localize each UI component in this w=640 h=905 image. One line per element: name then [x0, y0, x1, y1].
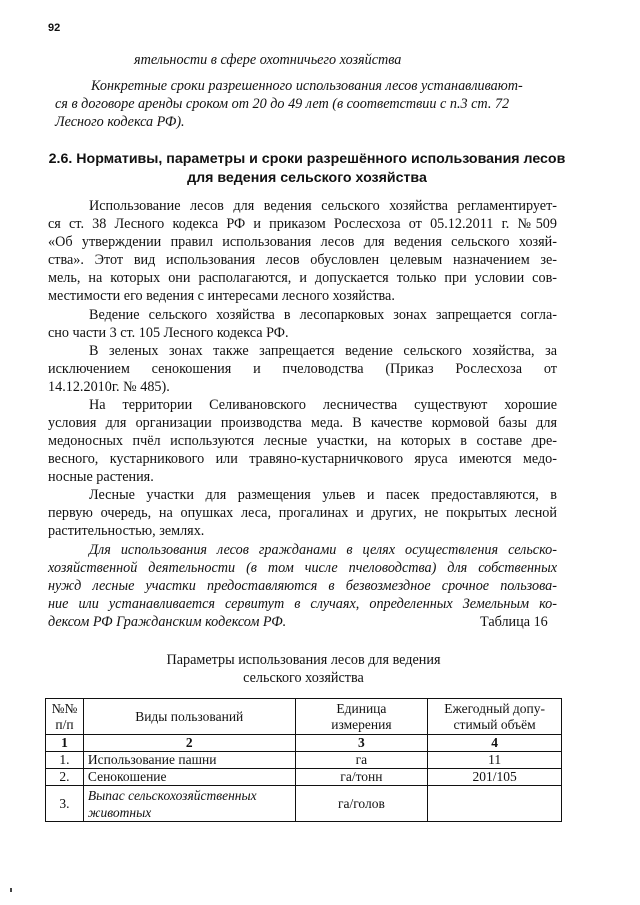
paragraph-line: растительностью, землях.: [48, 523, 205, 539]
paragraph-line: ства». Этот вид использования лесов обусловлен целевым назначением зе-: [48, 252, 557, 268]
paragraph-line: В зеленых зонах также запрещается ведение сельского хозяйства, за: [89, 343, 557, 359]
paragraph-line: первую очередь, на опушках леса, прогалинах и других, не покрытых лесной: [48, 505, 557, 521]
table-row: [46, 786, 562, 822]
intro-line: ся в договоре аренды сроком от 20 до 49 лет (в соответствии с п.3 ст. 72: [55, 96, 510, 112]
row-unit: га/тонн: [295, 769, 428, 786]
paragraph-line: носные растения.: [48, 469, 154, 485]
column-number-row: [46, 735, 562, 752]
table-header-row: [46, 699, 562, 735]
intro-line: Конкретные сроки разрешенного использования лесов устанавливают-: [91, 78, 523, 94]
paragraph-line: Ведение сельского хозяйства в лесопарковых зонах запрещается согла-: [89, 307, 557, 323]
paragraph-line: ние или устанавливается сервитут в случаях, определенных Земельным ко-: [48, 596, 557, 612]
table-caption: Параметры использования лесов для ведения: [166, 652, 441, 668]
paragraph-line: нужд лесные участки предоставляются в безвозмездное срочное пользова-: [48, 578, 557, 594]
header-volume-line: Ежегодный допу-: [444, 700, 546, 716]
table-row: [46, 769, 562, 786]
paragraph-line: Использование лесов для ведения сельского хозяйства регламентирует-: [89, 198, 557, 214]
column-number: 3: [295, 735, 428, 752]
paragraph-line: ся ст. 38 Лесного кодекса РФ и приказом Рослесхоза от 05.12.2011 г. №509: [48, 216, 557, 232]
intro-line: Лесного кодекса РФ).: [55, 114, 185, 130]
row-unit: га/голов: [295, 786, 428, 822]
page-number: 92: [48, 22, 61, 34]
header-volume: [428, 699, 562, 735]
row-volume: 201/105: [428, 769, 562, 786]
header-number: [46, 699, 84, 735]
row-type-line: Выпас сельскохозяйственных: [87, 787, 257, 803]
paragraph-line: Лесные участки для размещения ульев и пасек предоставляются, в: [89, 487, 557, 503]
row-number: 2.: [46, 769, 84, 786]
paragraph-line: мель, на которых они располагаются, и допускается только при условии сов-: [48, 270, 557, 286]
scan-mark: [10, 888, 12, 892]
header-volume-line: стимый объём: [453, 716, 536, 732]
paragraph-line: дексом РФ Гражданским кодексом РФ.: [48, 614, 287, 630]
parameters-table: [45, 698, 562, 822]
section-heading-line1: 2.6. Нормативы, параметры и сроки разрешённого использования лесов: [48, 151, 566, 167]
row-type: Использование пашни: [83, 752, 295, 769]
header-number-line: п/п: [55, 716, 74, 732]
row-type-line: животных: [87, 804, 152, 820]
paragraph-line: весного, кустарникового или травяно-кустарничкового яруса имеются медо-: [48, 451, 557, 467]
row-type: Сенокошение: [83, 769, 295, 786]
paragraph-line: «Об утверждении правил использования лесов для ведения сельского хозяй-: [48, 234, 557, 250]
paragraph-line: 14.12.2010г. № 485).: [48, 379, 170, 395]
column-number: 1: [46, 735, 84, 752]
header-number-line: №№: [51, 700, 78, 716]
table-row: [46, 752, 562, 769]
header-unit: [295, 699, 428, 735]
paragraph-line: местимости его ведения с интересами лесного хозяйства.: [48, 288, 395, 304]
row-volume: 11: [428, 752, 562, 769]
paragraph-line: Для использования лесов гражданами в целях осуществления сельско-: [89, 542, 557, 558]
paragraph-line: условия для организации производства меда. В качестве кормовой базы для: [48, 415, 557, 431]
paragraph-line: сно части 3 ст. 105 Лесного кодекса РФ.: [48, 325, 289, 341]
header-unit-line: измерения: [331, 716, 392, 732]
column-number: 4: [428, 735, 562, 752]
row-unit: га: [295, 752, 428, 769]
header-unit-line: Единица: [336, 700, 387, 716]
row-number: 3.: [46, 786, 84, 822]
paragraph-line: На территории Селивановского лесничества существуют хорошие: [89, 397, 557, 413]
table-caption: сельского хозяйства: [243, 670, 364, 686]
paragraph-line: хозяйственной деятельности (в том числе пчеловодства) для собственных: [48, 560, 557, 576]
row-volume: [428, 786, 562, 822]
paragraph-line: медоносных пчёл используются лесные участки, на которых в составе дре-: [48, 433, 557, 449]
paragraph-line: исключением сенокошения и пчеловодства (Приказ Рослесхоза от: [48, 361, 557, 377]
section-heading-line2: для ведения сельского хозяйства: [187, 170, 427, 186]
row-type: [83, 786, 295, 822]
table-label: Таблица 16: [480, 614, 548, 630]
intro-continuation: ятельности в сфере охотничьего хозяйства: [134, 52, 402, 68]
header-types: Виды пользований: [83, 699, 295, 735]
row-number: 1.: [46, 752, 84, 769]
column-number: 2: [83, 735, 295, 752]
